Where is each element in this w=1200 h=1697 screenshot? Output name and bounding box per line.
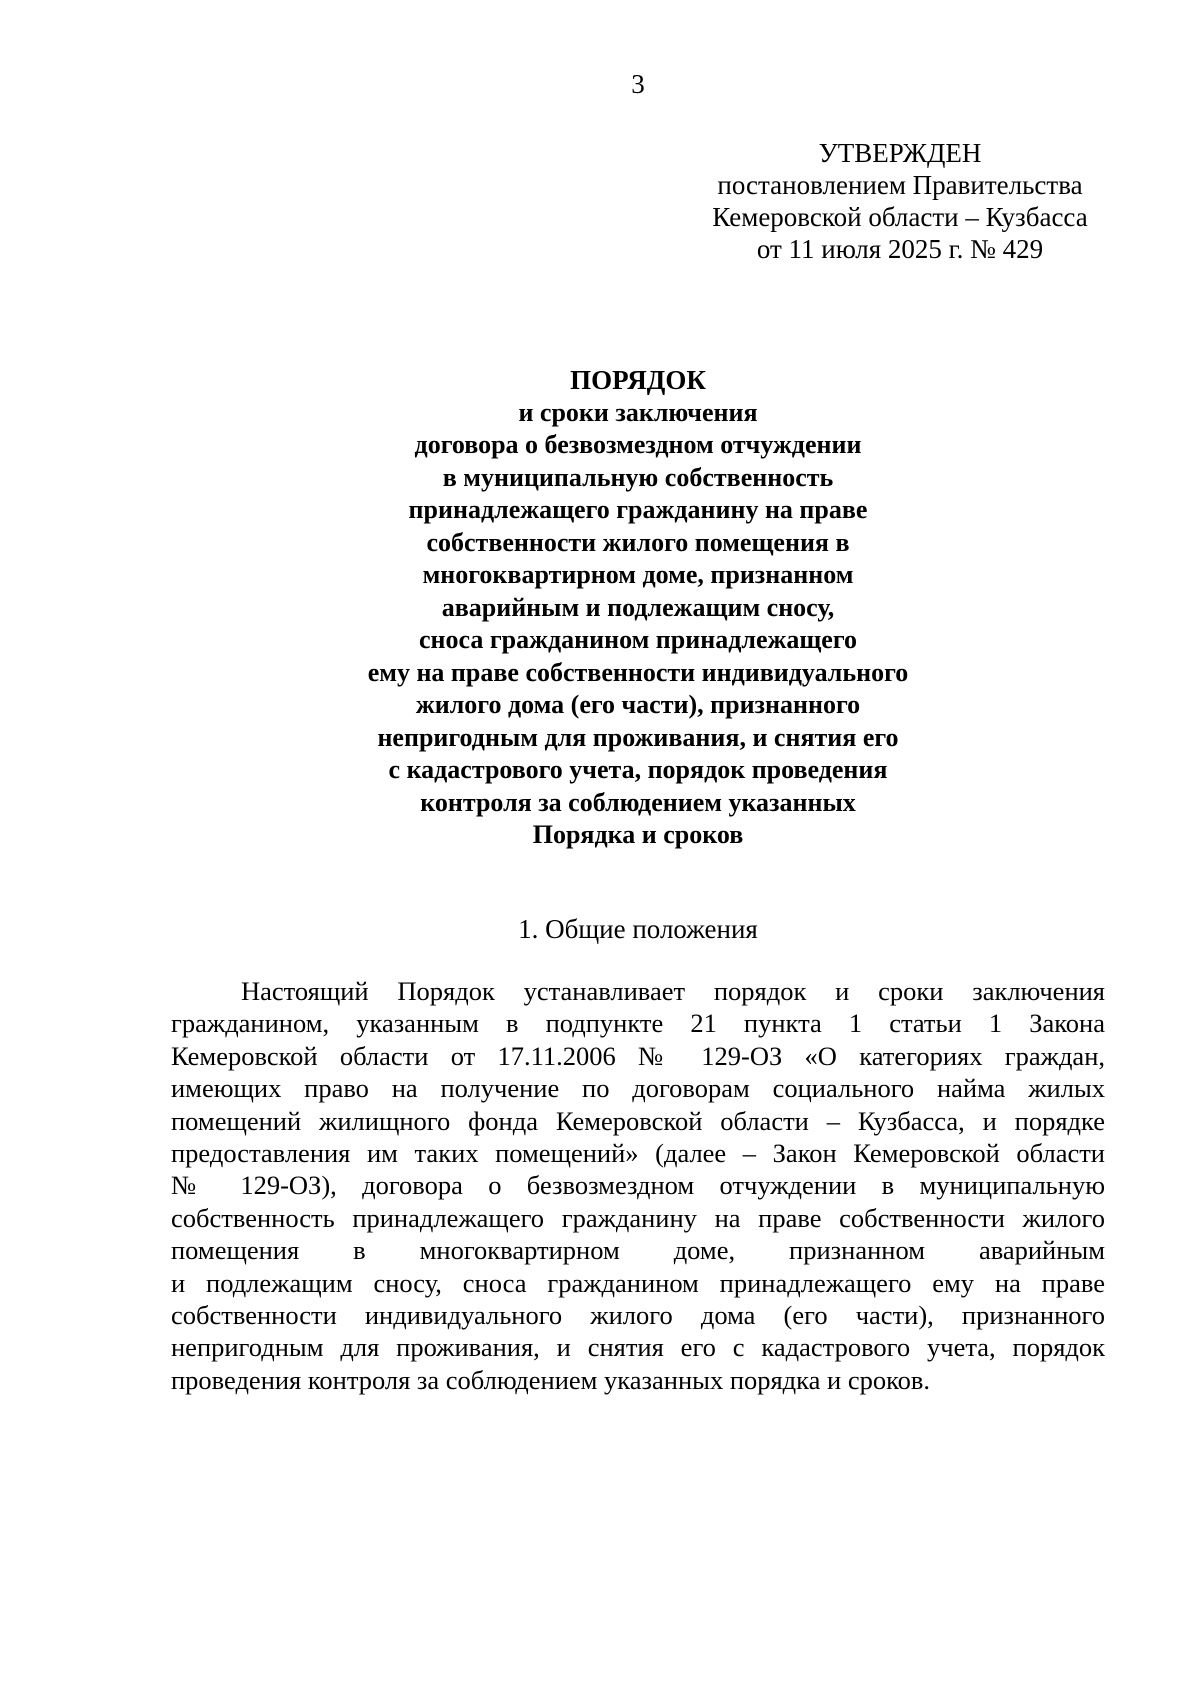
- title-line: Порядка и сроков: [532, 820, 744, 849]
- paragraph-line: предоставления им таких помещений» (далее – Закон Кемеровской области: [171, 1137, 1105, 1168]
- body-paragraph: [171, 975, 1105, 1396]
- approval-line-date-number: от 11 июля 2025 г. № 429: [756, 234, 1044, 264]
- title-line: договора о безвозмездном отчуждении: [414, 430, 862, 459]
- title-line: жилого дома (его части), признанного: [415, 690, 861, 719]
- paragraph-line: собственности индивидуального жилого дома (его части), признанного: [171, 1299, 1105, 1330]
- title-main: ПОРЯДОК: [570, 365, 706, 395]
- page-number: 3: [631, 69, 645, 99]
- paragraph-line: непригодным для проживания, и снятия его с кадастрового учета, порядок: [171, 1332, 1105, 1363]
- paragraph-line: и подлежащим сносу, сноса гражданином принадлежащего ему на праве: [171, 1267, 1105, 1298]
- paragraph-line: Кемеровской области от 17.11.2006 № 129-ОЗ «О категориях граждан,: [171, 1040, 1105, 1071]
- approval-line-resolution: постановлением Правительства: [717, 170, 1083, 200]
- title-line: принадлежащего гражданину на праве: [408, 495, 868, 524]
- title-line: в муниципальную собственность: [442, 462, 834, 492]
- paragraph-line: проведения контроля за соблюдением указанных порядка и сроков.: [171, 1364, 931, 1395]
- title-line: собственности жилого помещения в: [426, 527, 850, 557]
- title-line: ему на праве собственности индивидуального: [367, 657, 909, 687]
- title-line: с кадастрового учета, порядок проведения: [388, 755, 888, 784]
- paragraph-line: собственность принадлежащего гражданину на праве собственности жилого: [171, 1202, 1105, 1233]
- paragraph-line: помещений жилищного фонда Кемеровской области – Кузбасса, и порядке: [171, 1105, 1105, 1136]
- approval-line-region: Кемеровской области – Кузбасса: [712, 202, 1088, 232]
- section-heading: 1. Общие положения: [518, 914, 758, 944]
- paragraph-line: гражданином, указанным в подпункте 21 пункта 1 статьи 1 Закона: [171, 1008, 1105, 1039]
- paragraph-line: № 129-ОЗ), договора о безвозмездном отчуждении в муниципальную: [171, 1170, 1105, 1201]
- title-line: контроля за соблюдением указанных: [420, 787, 856, 817]
- approval-line-approved: УТВЕРЖДЕН: [818, 138, 982, 168]
- title-line: сноса гражданином принадлежащего: [419, 625, 857, 654]
- title-line: многоквартирном доме, признанном: [422, 560, 854, 589]
- paragraph-line: имеющих право на получение по договорам социального найма жилых: [171, 1073, 1105, 1104]
- title-line: аварийным и подлежащим сносу,: [441, 592, 835, 622]
- title-line: и сроки заключения: [518, 397, 758, 427]
- approval-stamp: [690, 137, 1110, 265]
- title-line: непригодным для проживания, и снятия его: [377, 722, 899, 752]
- paragraph-line: Настоящий Порядок устанавливает порядок и сроки заключения: [241, 976, 1105, 1006]
- paragraph-line: помещения в многоквартирном доме, признанном аварийным: [171, 1235, 1105, 1266]
- document-title: [250, 364, 1026, 852]
